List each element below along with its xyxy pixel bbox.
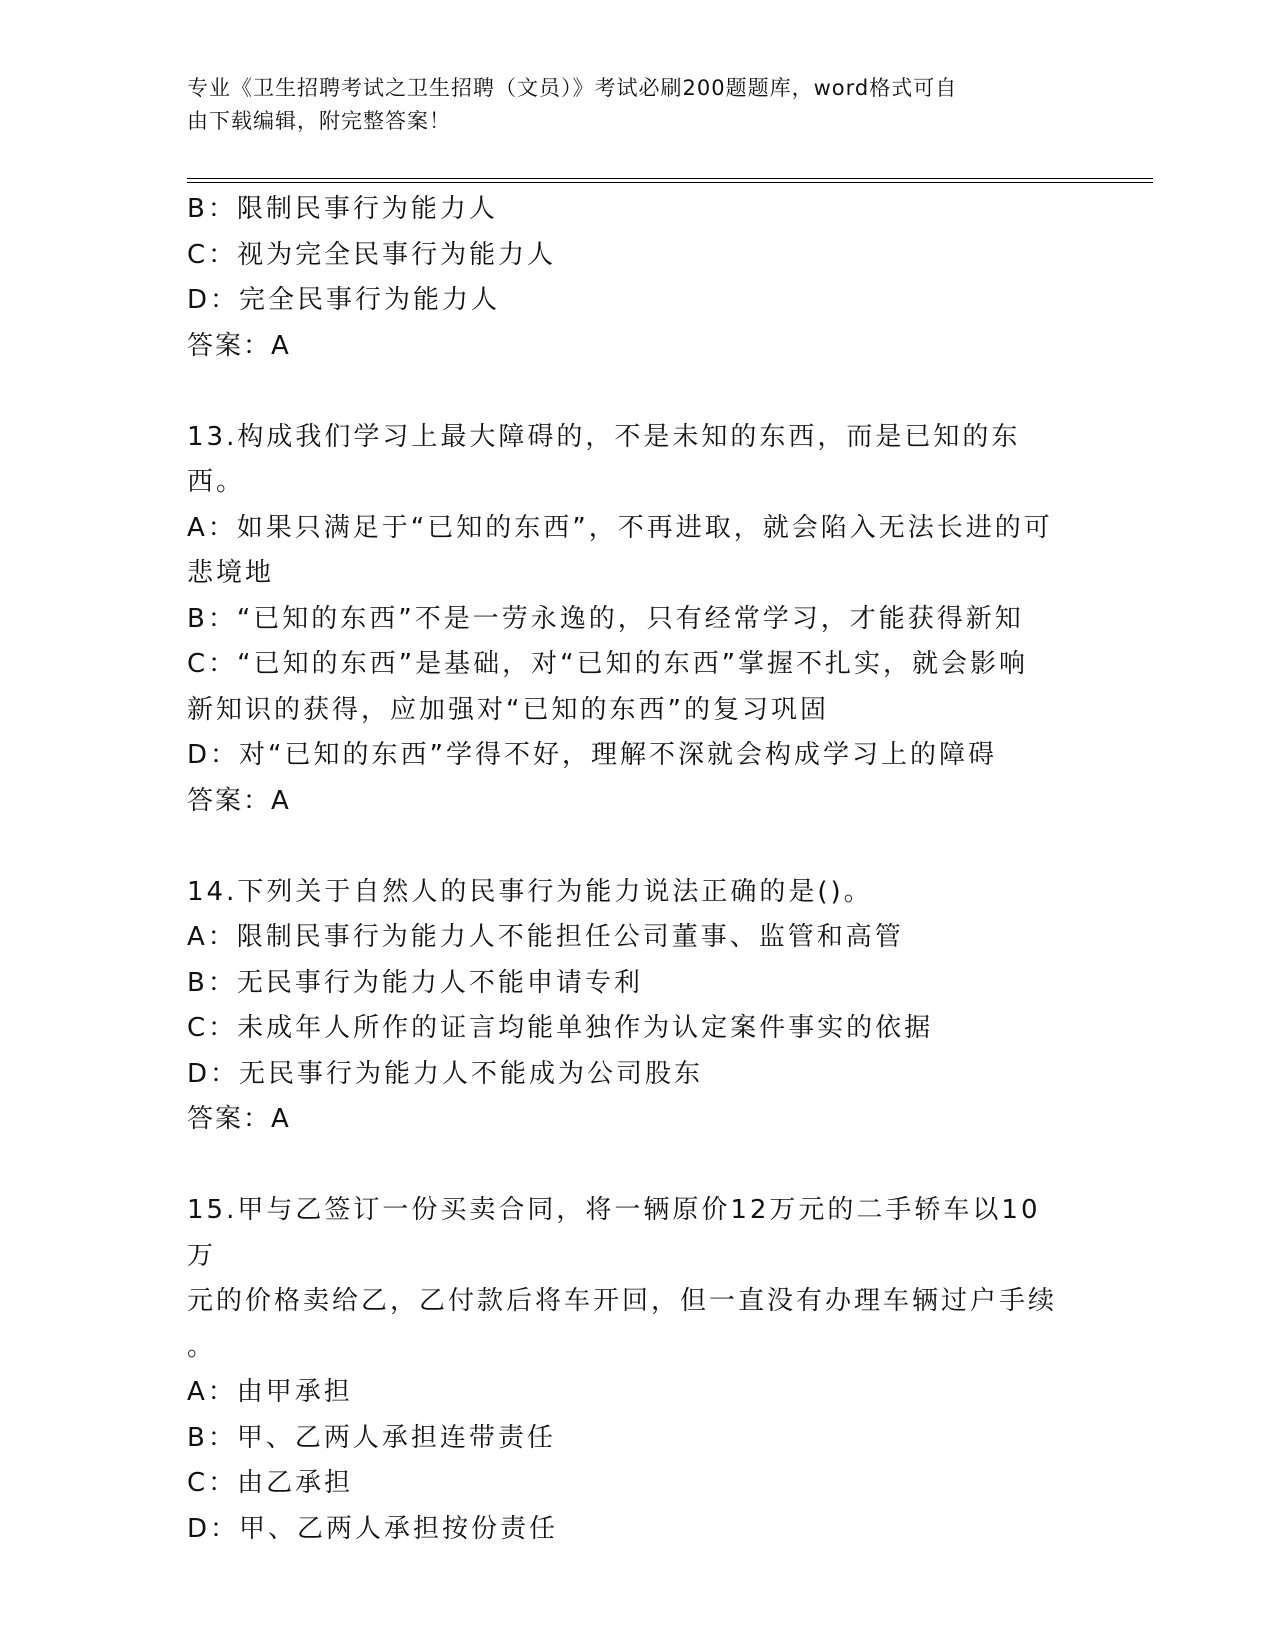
spacer xyxy=(187,1143,1067,1189)
spacer xyxy=(187,824,1067,870)
q12-option-c: C：视为完全民事行为能力人 xyxy=(187,239,557,270)
q14-option-c: C：未成年人所作的证言均能单独作为认定案件事实的依据 xyxy=(187,1013,934,1043)
q12-option-d: D：完全民事行为能力人 xyxy=(187,285,501,315)
document-header xyxy=(187,72,1067,138)
q13-option-a-line-1: A：如果只满足于“已知的东西”，不再进取，就会陷入无法长进的可 xyxy=(187,512,1053,543)
q13-option-a-line-2: 悲境地 xyxy=(187,558,275,588)
q14-question: 14.下列关于自然人的民事行为能力说法正确的是()。 xyxy=(187,876,873,907)
q13-answer: 答案：A xyxy=(187,785,291,816)
question-list xyxy=(187,187,1067,1552)
question-13 xyxy=(187,415,1067,825)
q14-answer: 答案：A xyxy=(187,1104,291,1134)
question-12 xyxy=(187,187,1067,369)
q12-answer: 答案：A xyxy=(187,330,291,361)
q15-question-line-1: 15.甲与乙签订一份买卖合同，将一辆原价12万元的二手轿车以10万 xyxy=(187,1195,1041,1271)
q13-question: 13.构成我们学习上最大障碍的，不是未知的东西，而是已知的东西。 xyxy=(187,421,1021,497)
q15-option-b: B：甲、乙两人承担连带责任 xyxy=(187,1422,556,1453)
q15-option-a: A：由甲承担 xyxy=(187,1377,353,1407)
header-rule-bottom xyxy=(187,182,1153,183)
q13-option-d: D：对“已知的东西”学得不好，理解不深就会构成学习上的障碍 xyxy=(187,740,997,770)
q15-option-d: D：甲、乙两人承担按份责任 xyxy=(187,1513,559,1544)
question-14 xyxy=(187,870,1067,1143)
q13-option-c-line-2: 新知识的获得，应加强对“已知的东西”的复习巩固 xyxy=(187,694,829,725)
q13-option-b: B：“已知的东西”不是一劳永逸的，只有经常学习，才能获得新知 xyxy=(187,603,1024,634)
q15-question-line-2: 元的价格卖给乙，乙付款后将车开回，但一直没有办理车辆过户手续 xyxy=(187,1286,1058,1316)
header-rule-top xyxy=(187,178,1153,179)
spacer xyxy=(187,369,1067,415)
q14-option-d: D：无民事行为能力人不能成为公司股东 xyxy=(187,1058,704,1089)
q14-option-b: B：无民事行为能力人不能申请专利 xyxy=(187,967,643,998)
question-15 xyxy=(187,1188,1067,1552)
q15-option-c: C：由乙承担 xyxy=(187,1468,354,1498)
q14-option-a: A：限制民事行为能力人不能担任公司董事、监管和高管 xyxy=(187,922,904,952)
header-line-2: 由下载编辑，附完整答案！ xyxy=(187,109,451,133)
q15-question-line-3: 。 xyxy=(187,1331,217,1362)
q13-option-c-line-1: C：“已知的东西”是基础，对“已知的东西”掌握不扎实，就会影响 xyxy=(187,649,1029,679)
q12-option-b: B：限制民事行为能力人 xyxy=(187,194,498,224)
header-line-1: 专业《卫生招聘考试之卫生招聘（文员）》考试必刷200题题库，word格式可自 xyxy=(187,76,958,100)
